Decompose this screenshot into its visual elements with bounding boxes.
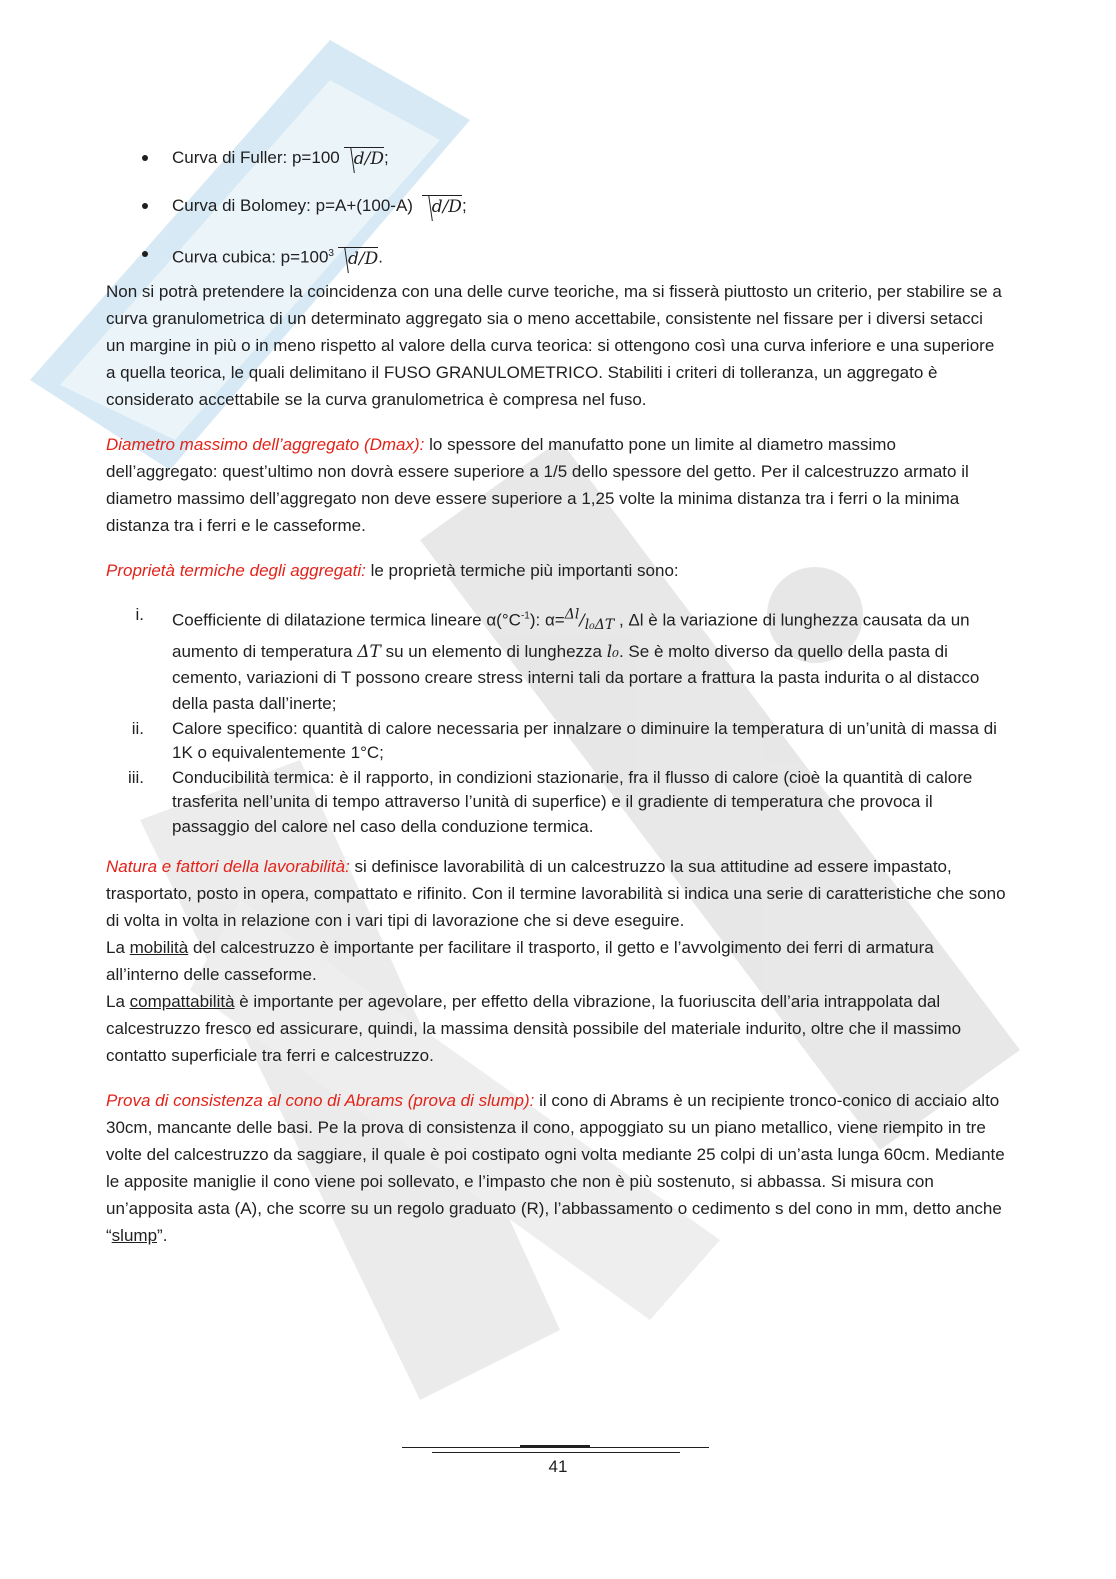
curve-label: Curva cubica: p=100 — [172, 247, 329, 267]
curve-label: Curva di Fuller: p=100 — [172, 148, 340, 167]
text: ”. — [157, 1226, 168, 1246]
bullet-icon — [142, 155, 148, 161]
curve-label: Curva di Bolomey: p=A+(100-A) — [172, 196, 413, 215]
curve-suffix: ; — [461, 196, 467, 215]
slump-paragraph — [106, 1087, 1006, 1249]
list-item — [106, 717, 1006, 766]
bullet-icon — [142, 203, 148, 209]
text: La — [106, 992, 130, 1012]
intro-paragraph: Non si potrà pretendere la coincidenza con una delle curve teoriche, ma si fisserà piuttosto un criterio, per stabilire se a curva granulometrica di un determinato aggregato sia o meno accettabile, consistente nel fissare per i diversi setacci un margine in più o in meno rispetto al valore della curva teorica: si ottengono così una curva inferiore e una superiore a quella teorica, le quali delimitano il FUSO GRANULOMETRICO. Stabiliti i criteri di tolleranza, un aggregato è considerato accettabile se la curva granulometrica è compresa nel fuso. — [106, 282, 1002, 409]
workability-text: si definisce lavorabilità di un calcestruzzo la sua attitudine ad essere impastato, trasportato, posto in opera, compattato e rifinito. Con il termine lavorabilità si indica una serie di caratteristiche che sono di volta in volta in relazione con i vari tipi di lavorazione che si deve eseguire. — [106, 857, 1006, 931]
text: del calcestruzzo è importante per facilitare il trasporto, il getto e l’avvolgimento dei ferri di armatura all’interno delle casseforme. — [106, 938, 934, 985]
item-text: . Se è molto diverso da quello della pasta di cemento, variazioni di T possono creare stress interni tali da portare a frattura la pasta indurita o al distacco della pasta dall’inerte; — [172, 641, 980, 713]
thermal-text: le proprietà termiche più importanti sono: — [365, 561, 679, 580]
workability-paragraph — [106, 853, 1006, 934]
list-item — [106, 602, 1006, 717]
curve-suffix: ; — [383, 148, 389, 167]
list-number: ii. — [131, 718, 144, 738]
grading-curves-list — [106, 138, 1006, 282]
formula-denominator: l₀ΔT — [584, 617, 615, 634]
text: La — [106, 938, 130, 958]
dmax-heading: Diametro massimo dell’aggregato (Dmax): — [106, 435, 425, 454]
list-item — [106, 766, 1006, 840]
dmax-paragraph — [106, 431, 1006, 539]
list-number: iii. — [127, 767, 144, 787]
item-text: su un elemento di lunghezza — [380, 641, 607, 661]
page-number: 41 — [548, 1457, 568, 1476]
curve-suffix: . — [378, 247, 383, 267]
mobility-paragraph — [106, 934, 1006, 988]
item-text: Conducibilità termica: è il rapporto, in condizioni stazionarie, fra il flusso di calore (cioè la quantità di calore trasferita nell’unita di tempo attraverso l’unità di superfice) e il gradiente di temperatura che provoca il passaggio del calore nel caso della conduzione termica. — [172, 767, 973, 836]
formula-numerator: Δl — [564, 607, 580, 623]
l0-symbol: l₀ — [606, 641, 619, 662]
item-text: Calore specifico: quantità di calore necessaria per innalzare o diminuire la temperatura di un’unità di massa di 1K o equivalentemente 1°C; — [172, 718, 997, 763]
slump-text: il cono di Abrams è un recipiente tronco-conico di acciaio alto 30cm, mancante delle basi. Pe la prova di consistenza il cono, appoggiato su un piano metallico, viene riempito in tre volte del calcestruzzo da saggiare, il quale è poi costipato ogni volta mediante 25 colpi di un’asta lunga 60cm. Mediante le apposite maniglie il cono viene poi sollevato, e l’impasto che non è più sostenuto, si abbassa. Si misura con un’apposita asta (A), che scorre su un regolo graduato (R), l’abbassamento o cedimento s del cono in mm, detto anche “ — [106, 1091, 1005, 1246]
thermal-heading: Proprietà termiche degli aggregati: — [106, 561, 366, 580]
footer-rule — [402, 1447, 709, 1448]
footer-rule-accent — [520, 1445, 590, 1447]
root-index: 3 — [328, 248, 334, 259]
slump-heading: Prova di consistenza al cono di Abrams (prova di slump): — [106, 1091, 535, 1111]
exponent: -1 — [520, 610, 530, 622]
dmax-text: lo spessore del manufatto pone un limite al diametro massimo dell’aggregato: quest’ultimo non dovrà essere superiore a 1/5 dello spessore del getto. Per il calcestruzzo armato il diametro massimo dell’aggregato non deve essere superiore a 1,25 volte la minima distanza tra i ferri o la minima distanza tra i ferri e le casseforme. — [106, 435, 969, 535]
thermal-properties-list — [106, 602, 1006, 839]
item-text: Coefficiente di dilatazione termica lineare α(°C — [172, 610, 521, 630]
alpha-formula: $^{\Delta l}/_{l_0\Delta T}$ — [564, 607, 615, 634]
list-number: i. — [135, 605, 144, 624]
slump-term: slump — [111, 1226, 158, 1246]
compactability-paragraph — [106, 988, 1006, 1069]
list-item — [106, 186, 1006, 234]
delta-t: ΔT — [357, 641, 381, 662]
item-text: ): α= — [529, 610, 565, 630]
compactability-term: compattabilità — [129, 992, 235, 1012]
workability-heading: Natura e fattori della lavorabilità: — [106, 857, 350, 877]
sqrt-formula: d/D — [344, 147, 384, 170]
footer-rule — [432, 1452, 680, 1453]
bullet-icon — [142, 251, 148, 257]
page-content — [106, 138, 1006, 1249]
thermal-paragraph — [106, 557, 1006, 584]
list-item — [106, 138, 1006, 186]
text: è importante per agevolare, per effetto della vibrazione, la fuoriuscita dell’aria intrappolata dal calcestruzzo fresco ed assicurare, quindi, la massima densità possibile del materiale indurito, oltre che il massimo contatto superficiale tra ferri e calcestruzzo. — [106, 992, 962, 1066]
sqrt-formula: d/D — [422, 195, 462, 218]
mobility-term: mobilità — [129, 938, 189, 958]
cubic-root-formula: d/D — [338, 247, 378, 270]
list-item — [106, 234, 1006, 282]
item-text: , Δl è la variazione di lunghezza causata da un aumento di temperatura — [172, 610, 970, 661]
